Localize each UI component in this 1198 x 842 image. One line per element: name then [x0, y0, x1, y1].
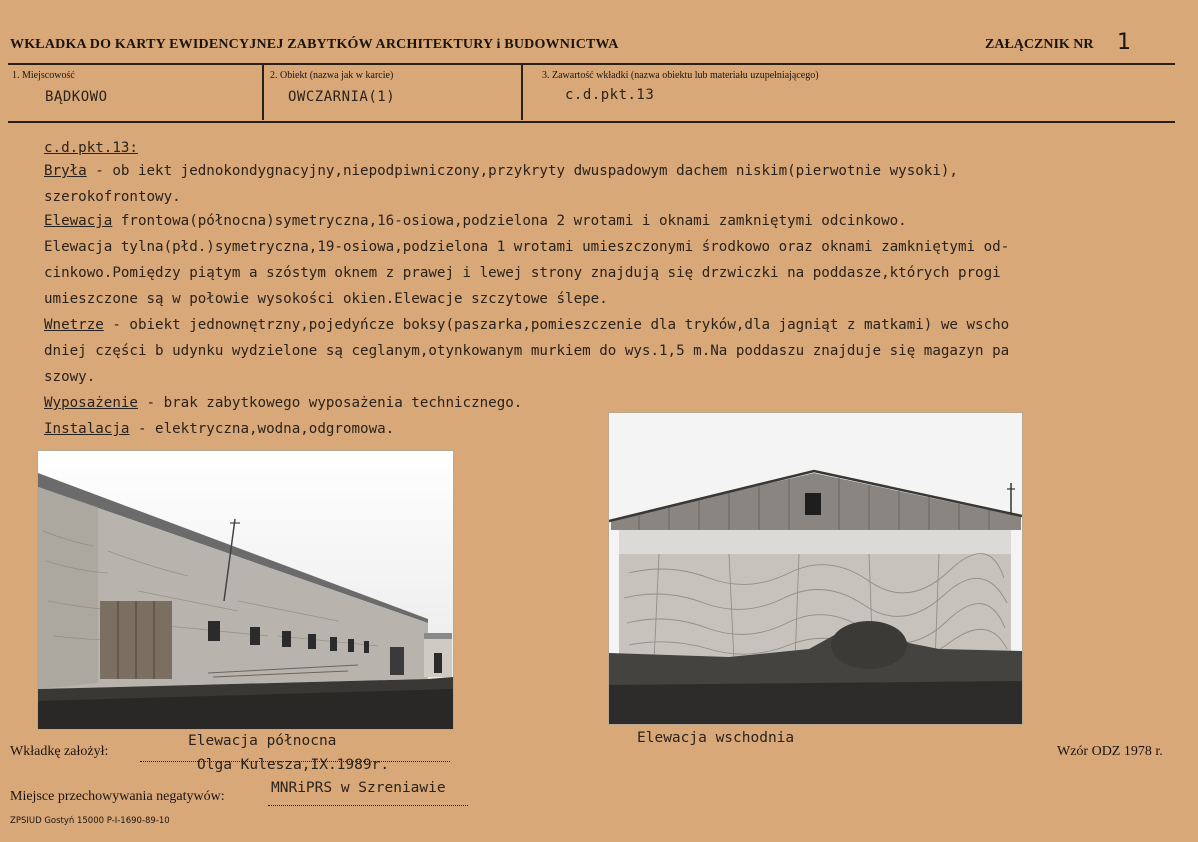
term-wyposazenie: Wyposażenie	[44, 395, 138, 411]
body-line: szowy.	[44, 369, 96, 385]
fields-rule	[8, 121, 1175, 123]
section-heading: c.d.pkt.13:	[44, 140, 138, 156]
field-divider	[262, 64, 264, 120]
print-code: ZPSIUD Gostyń 15000 P-I-1690-89-10	[10, 816, 170, 826]
negatives-dotted-line	[268, 804, 468, 806]
negatives-value: MNRiPRS w Szreniawie	[271, 780, 446, 796]
body-line: cinkowo.Pomiędzy piątym a szóstym oknem z prawej i lewej strony znajdują się drzwiczki na poddasze,których progi	[44, 265, 1001, 281]
attachment-label: ZAŁĄCZNIK NR	[985, 37, 1094, 52]
founder-value: Olga Kulesza,IX.1989r.	[197, 757, 390, 773]
photo-east-elevation	[608, 412, 1023, 725]
field-label-locality: 1. Miejscowość	[12, 70, 75, 81]
photo-north-elevation	[37, 450, 454, 730]
body-line: Wnetrze - obiekt jednownętrzny,pojedyńcze boksy(paszarka,pomieszczenie dla tryków,dla jagniąt z matkami) we wscho	[44, 317, 1010, 333]
negatives-label: Miejsce przechowywania negatywów:	[10, 789, 225, 804]
body-line: Instalacja - elektryczna,wodna,odgromowa.	[44, 421, 395, 437]
body-line: Bryła - ob iekt jednokondygnacyjny,niepodpiwniczony,przykryty dwuspadowym dachem niskim(pierwotnie wysoki),	[44, 163, 958, 179]
term-elewacja: Elewacja	[44, 213, 113, 229]
caption-east-elevation: Elewacja wschodnia	[637, 730, 795, 746]
form-model: Wzór ODZ 1978 r.	[1057, 744, 1163, 759]
field-label-contents: 3. Zawartość wkładki (nazwa obiektu lub materiału uzupełniającego)	[542, 70, 819, 81]
body-line: Elewacja tylna(płd.)symetryczna,19-osiowa,podzielona 1 wrotami umieszczonymi środkowo oraz oknami zamkniętymi od-	[44, 239, 1010, 255]
body-line: dniej części b udynku wydzielone są ceglanym,otynkowanym murkiem do wys.1,5 m.Na poddaszu znajduje się magazyn pa	[44, 343, 1010, 359]
field-value-contents: c.d.pkt.13	[565, 87, 655, 103]
body-line: szerokofrontowy.	[44, 189, 181, 205]
body-line: umieszczone są w połowie wysokości okien.Elewacje szczytowe ślepe.	[44, 291, 608, 307]
field-value-locality: BĄDKOWO	[45, 89, 108, 105]
term-bryla: Bryła	[44, 163, 87, 179]
body-line: Wyposażenie - brak zabytkowego wyposażenia technicznego.	[44, 395, 523, 411]
header-rule	[8, 63, 1175, 65]
term-instalacja: Instalacja	[44, 421, 130, 437]
field-value-object: OWCZARNIA(1)	[288, 89, 396, 105]
founder-label: Wkładkę założył:	[10, 744, 109, 759]
body-line: Elewacja frontowa(północna)symetryczna,16-osiowa,podzielona 2 wrotami i oknami zamkniętymi odcinkowo.	[44, 213, 907, 229]
term-wnetrze: Wnetrze	[44, 317, 104, 333]
form-title: WKŁADKA DO KARTY EWIDENCYJNEJ ZABYTKÓW ARCHITEKTURY i BUDOWNICTWA	[10, 37, 619, 52]
attachment-number: 1	[1117, 30, 1131, 55]
caption-north-elevation: Elewacja północna	[188, 733, 337, 749]
field-divider	[521, 64, 523, 120]
field-label-object: 2. Obiekt (nazwa jak w karcie)	[270, 70, 394, 81]
